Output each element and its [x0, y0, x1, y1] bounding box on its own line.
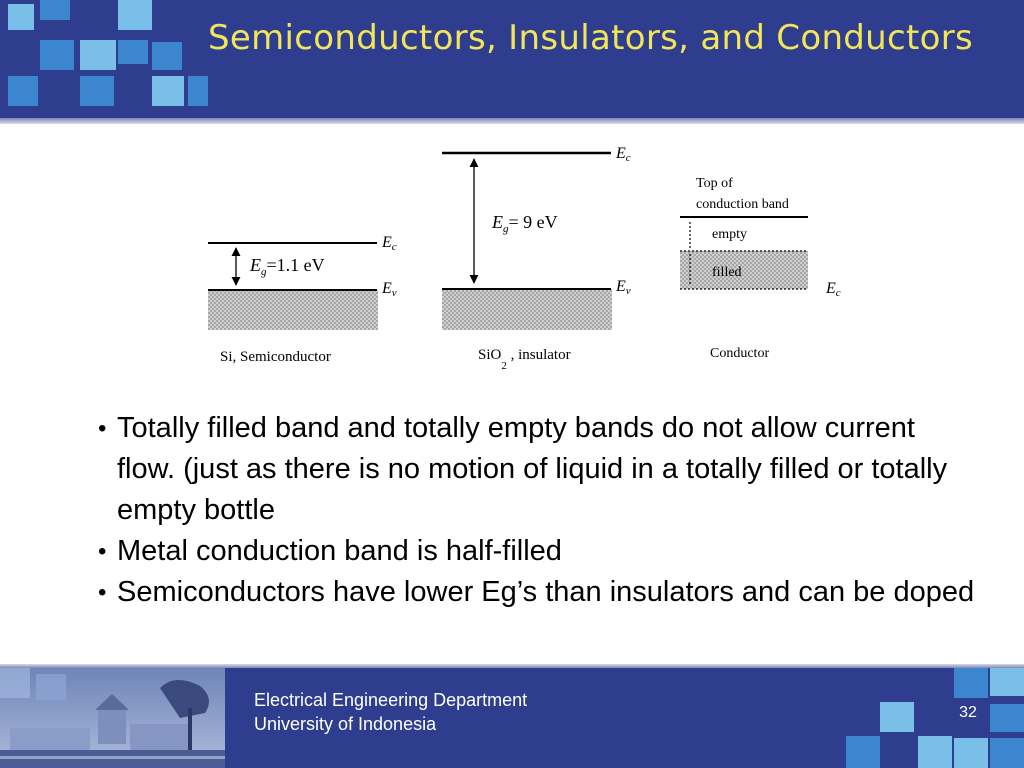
slide-title: Semiconductors, Insulators, and Conductors [208, 18, 974, 58]
tile [8, 4, 34, 30]
conductor-top-label-line2: conduction band [696, 197, 789, 212]
campus-photo-graphic [0, 668, 225, 768]
conductor-filled-band [680, 251, 808, 289]
bullet-list [96, 408, 976, 613]
semiconductor-valence-band [208, 290, 378, 330]
bullet-item: • Semiconductors have lower Eg’s than insulators and can be doped [96, 572, 976, 613]
page-number: 32 [959, 704, 977, 721]
tile [80, 76, 114, 106]
insulator-ev-label: Ev [616, 278, 631, 297]
tile [880, 702, 914, 732]
slide-footer [0, 668, 1024, 768]
insulator-ec-label: Ec [616, 145, 631, 164]
tile [118, 40, 148, 64]
tile [40, 0, 70, 20]
insulator-valence-band [442, 289, 612, 330]
conductor-band-diagram [680, 176, 841, 361]
insulator-caption: SiO$_2$ , insulator [478, 347, 571, 372]
tile [118, 0, 152, 30]
energy-band-diagram [195, 140, 855, 380]
footer-university: University of Indonesia [254, 714, 437, 734]
tile [152, 76, 184, 106]
insulator-eg-label: $E_g= 9$ eV [492, 212, 558, 235]
header-divider [0, 118, 1024, 124]
semiconductor-ec-label: Ec [382, 234, 397, 253]
conductor-top-label-line1: Top of [696, 176, 733, 191]
tile [954, 668, 988, 698]
tile [990, 738, 1024, 768]
tile [152, 42, 182, 70]
tile [954, 738, 988, 768]
bullet-item: • Totally filled band and totally empty bands do not allow current flow. (just as there is no motion of liquid in a totally filled or totally empty bottle [96, 408, 976, 531]
semiconductor-caption: Si, Semiconductor [220, 349, 331, 365]
conductor-caption: Conductor [710, 346, 770, 361]
footer-department: Electrical Engineering Department [254, 690, 528, 710]
insulator-band-diagram [442, 145, 631, 372]
semiconductor-eg-label: $E_g=1.1$ eV [250, 255, 325, 278]
tile [80, 40, 116, 70]
slide-header [0, 0, 1024, 118]
tile [990, 704, 1024, 732]
tile [918, 736, 952, 768]
conductor-empty-label: empty [712, 227, 747, 242]
conductor-filled-label: filled [712, 265, 742, 280]
tile [188, 76, 208, 106]
tile [40, 40, 74, 70]
tile [846, 736, 880, 768]
semiconductor-band-diagram [208, 234, 397, 365]
tile [990, 668, 1024, 696]
conductor-ec-label: Ec [826, 280, 841, 299]
semiconductor-ev-label: Ev [382, 280, 397, 299]
bullet-item: • Metal conduction band is half-filled [96, 531, 976, 572]
tile [8, 76, 38, 106]
